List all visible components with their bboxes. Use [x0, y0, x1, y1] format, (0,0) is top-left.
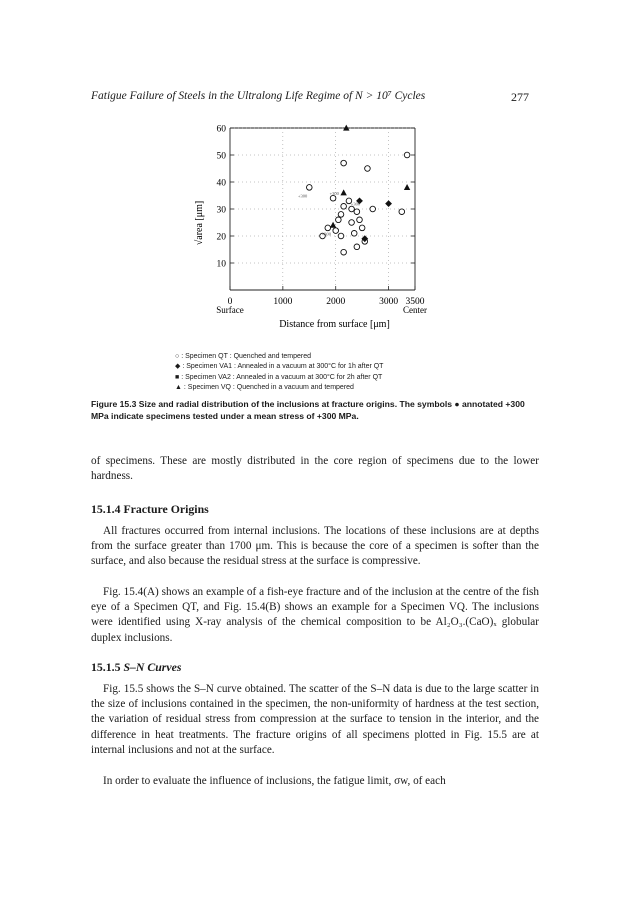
y-tick-label: 20 [216, 232, 226, 243]
y-tick-label: 30 [216, 205, 226, 216]
point-specimen-qt [349, 220, 355, 226]
point-specimen-qt [357, 217, 363, 223]
point-specimen-vq [340, 189, 346, 195]
x-tick-label: 2000 [326, 297, 346, 307]
point-specimen-qt [325, 225, 331, 231]
point-specimen-qt [338, 233, 344, 239]
legend-item-va1: ◆ : Specimen VA1 : Annealed in a vacuum at 300°C for 1h after QT [175, 363, 384, 371]
running-head [91, 90, 529, 102]
point-specimen-qt [370, 206, 376, 212]
section-heading-fracture-origins: 15.1.4 Fracture Origins [91, 502, 209, 516]
paragraph-sn-curves-2: In order to evaluate the influence of inclusions, the fatigue limit, σw, of each [103, 775, 446, 787]
scatter-chart [180, 118, 440, 340]
point-annotation: +300 [329, 190, 339, 196]
point-specimen-qt [338, 212, 344, 218]
point-specimen-qt [404, 152, 410, 158]
point-specimen-qt [351, 231, 357, 237]
section-heading-sn-curves: 15.1.5 S–N Curves [91, 660, 182, 674]
legend-item-va2: ■ : Specimen VA2 : Annealed in a vacuum at 300°C for 2h after QT [175, 373, 383, 381]
point-annotation: +300 [297, 193, 308, 199]
point-specimen-qt [306, 185, 312, 191]
x-sub-label-center: Center [403, 305, 427, 315]
x-tick-label: 1000 [273, 297, 293, 307]
y-tick-label: 40 [216, 178, 226, 189]
point-annotation: +300 [350, 201, 361, 207]
y-axis-label: √area [μm] [194, 200, 205, 246]
chart-legend [175, 352, 383, 393]
point-annotation: +300 [321, 231, 332, 237]
point-specimen-vq [330, 222, 336, 228]
point-specimen-qt [365, 166, 371, 172]
paragraph-fracture-origins-1: All fractures occurred from internal inclusions. The locations of these inclusions are at depths from the surface greater than 1700 μm. This is because the core of a specimen is softer than the surface, and also because the residual stress at the surface is compressive. [91, 525, 539, 568]
point-specimen-va1 [385, 200, 392, 207]
point-specimen-qt [359, 225, 365, 231]
point-specimen-qt [399, 209, 405, 215]
point-specimen-qt [330, 195, 336, 201]
x-axis-label: Distance from surface [μm] [279, 319, 390, 330]
legend-item-vq: ▲ : Specimen VQ : Quenched in a vacuum and tempered [175, 383, 354, 391]
x-tick-label: 0 [227, 297, 233, 307]
point-specimen-qt [341, 204, 347, 210]
paragraph-sn-curves-1: Fig. 15.5 shows the S–N curve obtained. The scatter of the S–N data is due to the large scatter in the size of inclusions contained in the specimen, the non-uniformity of hardness at the test section, the variation of residual stress from compression at the surface to tension in the interior, and the difference in heat treatments. The fracture origins of all specimens plotted in Fig. 15.5 are at internal inclusions and not at the surface. [91, 683, 539, 756]
point-specimen-qt [341, 160, 347, 166]
x-sub-label-surface: Surface [216, 305, 244, 315]
point-specimen-qt [341, 249, 347, 255]
legend-item-qt: ○ : Specimen QT : Quenched and tempered [175, 353, 312, 360]
figure-caption: Figure 15.3 Size and radial distribution of the inclusions at fracture origins. The symbols ● annotated +300 MPa indicate specimens tested under a mean stress of +300 MPa. [91, 399, 525, 421]
y-tick-label: 50 [216, 151, 226, 162]
paragraph-continued: of specimens. These are mostly distributed in the core region of specimens due to the lower hardness. [91, 455, 539, 483]
point-specimen-qt [354, 244, 360, 250]
point-specimen-qt [354, 209, 360, 215]
y-tick-label: 60 [216, 124, 226, 135]
point-specimen-vq [404, 184, 410, 190]
point-specimen-qt [333, 228, 339, 234]
x-tick-label: 3000 [379, 297, 399, 307]
x-tick-label: 3500 [405, 297, 425, 307]
running-title: Fatigue Failure of Steels in the Ultralong Life Regime of N > 10⁷ Cycles [91, 90, 426, 102]
point-specimen-qt [349, 206, 355, 212]
y-tick-label: 10 [216, 259, 226, 270]
point-specimen-qt [336, 217, 342, 223]
page-number: 277 [511, 90, 529, 104]
paragraph-fracture-origins-2: Fig. 15.4(A) shows an example of a fish-eye fracture and of the inclusion at the centre of the fish eye of a Specimen QT, and Fig. 15.4(B) shows an example for a Specimen VQ. The inclusions were identified using X-ray analysis of the chemical composition to be Al₂O₃.(CaO)ₓ globular duplex inclusions. [91, 586, 539, 644]
